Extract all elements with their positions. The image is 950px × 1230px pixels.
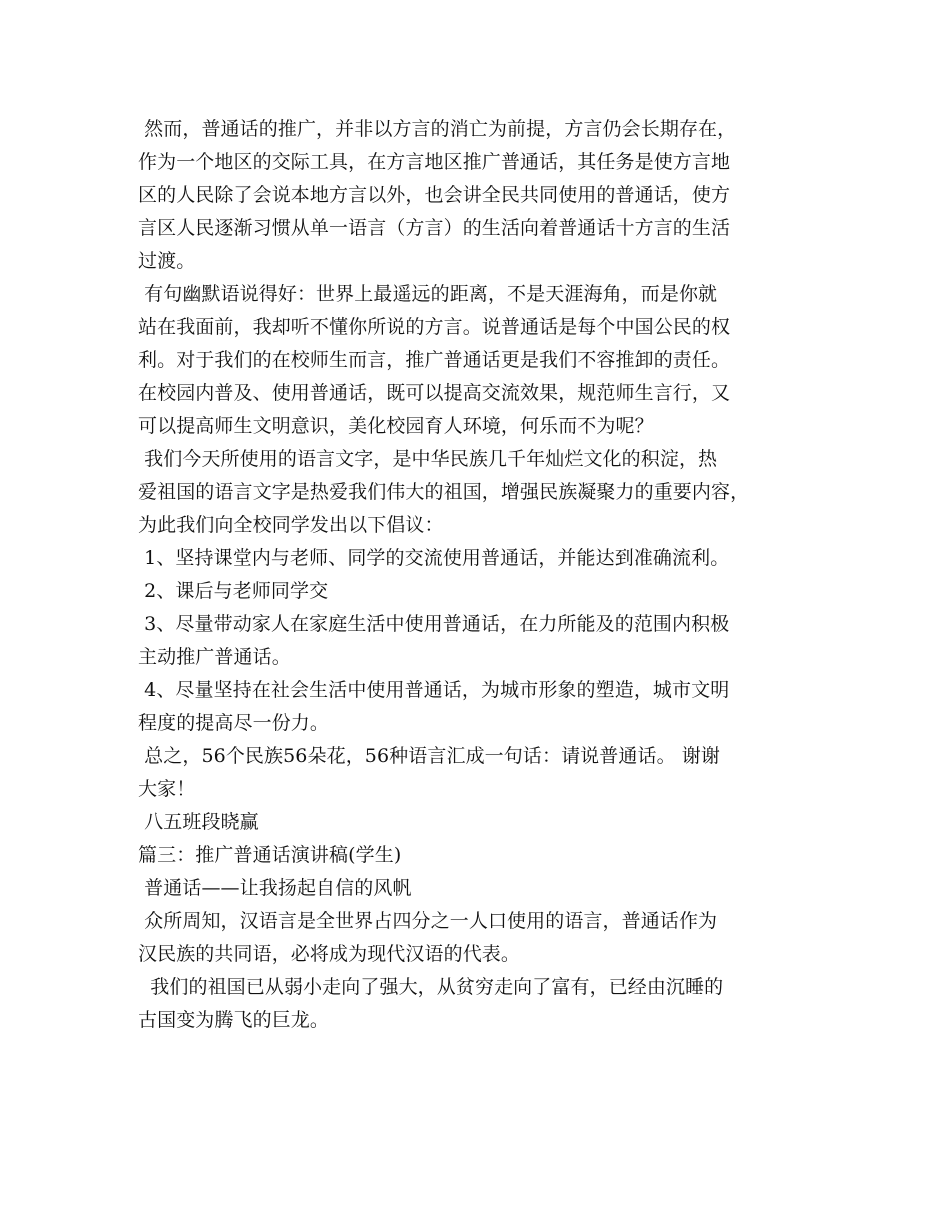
text-line: 主动推广普通话。 <box>138 646 291 668</box>
text-line: 过渡。 <box>138 250 196 272</box>
text-line: 汉民族的共同语，必将成为现代汉语的代表。 <box>138 943 521 965</box>
text-line: 总之，56个民族56朵花，56种语言汇成一句话：请说普通话。 谢谢 <box>138 745 721 767</box>
text-line: 然而，普通话的推广，并非以方言的消亡为前提，方言仍会长期存在， <box>138 118 737 140</box>
text-line: 八五班段晓赢 <box>138 811 259 833</box>
text-line: 古国变为腾飞的巨龙。 <box>138 1009 330 1031</box>
text-line: 1、坚持课堂内与老师、同学的交流使用普通话，并能达到准确流利。 <box>138 547 730 569</box>
text-line: 程度的提高尽一份力。 <box>138 712 330 734</box>
text-line: 为此我们向全校同学发出以下倡议： <box>138 514 444 536</box>
text-line: 爱祖国的语言文字是热爱我们伟大的祖国，增强民族凝聚力的重要内容， <box>138 481 750 503</box>
text-line: 4、尽量坚持在社会生活中使用普通话，为城市形象的塑造，城市文明 <box>138 679 730 701</box>
document-page <box>138 113 838 1037</box>
text-line: 言区人民逐渐习惯从单一语言（方言）的生活向着普通话十方言的生活 <box>138 217 731 239</box>
text-line: 众所周知，汉语言是全世界占四分之一人口使用的语言，普通话作为 <box>138 910 718 932</box>
text-line: 我们的祖国已从弱小走向了强大，从贫穷走向了富有，已经由沉睡的 <box>138 976 724 998</box>
text-line: 区的人民除了会说本地方言以外，也会讲全民共同使用的普通话，使方 <box>138 184 731 206</box>
text-line: 利。对于我们的在校师生而言，推广普通话更是我们不容推卸的责任。 <box>138 349 731 371</box>
text-line: 作为一个地区的交际工具，在方言地区推广普通话，其任务是使方言地 <box>138 151 731 173</box>
text-line: 大家！ <box>138 778 196 800</box>
text-line: 在校园内普及、使用普通话，既可以提高交流效果，规范师生言行，又 <box>138 382 731 404</box>
text-line: 2、课后与老师同学交 <box>138 580 329 602</box>
text-line: 我们今天所使用的语言文字，是中华民族几千年灿烂文化的积淀，热 <box>138 448 718 470</box>
text-line: 站在我面前，我却听不懂你所说的方言。说普通话是每个中国公民的权 <box>138 316 731 338</box>
speech-title: 普通话——让我扬起自信的风帆 <box>138 877 412 899</box>
text-line: 可以提高师生文明意识，美化校园育人环境，何乐而不为呢？ <box>138 415 654 437</box>
section-heading: 篇三：推广普通话演讲稿(学生) <box>138 844 402 866</box>
text-line: 3、尽量带动家人在家庭生活中使用普通话，在力所能及的范围内积极 <box>138 613 730 635</box>
text-line: 有句幽默语说得好：世界上最遥远的距离，不是天涯海角，而是你就 <box>138 283 718 305</box>
